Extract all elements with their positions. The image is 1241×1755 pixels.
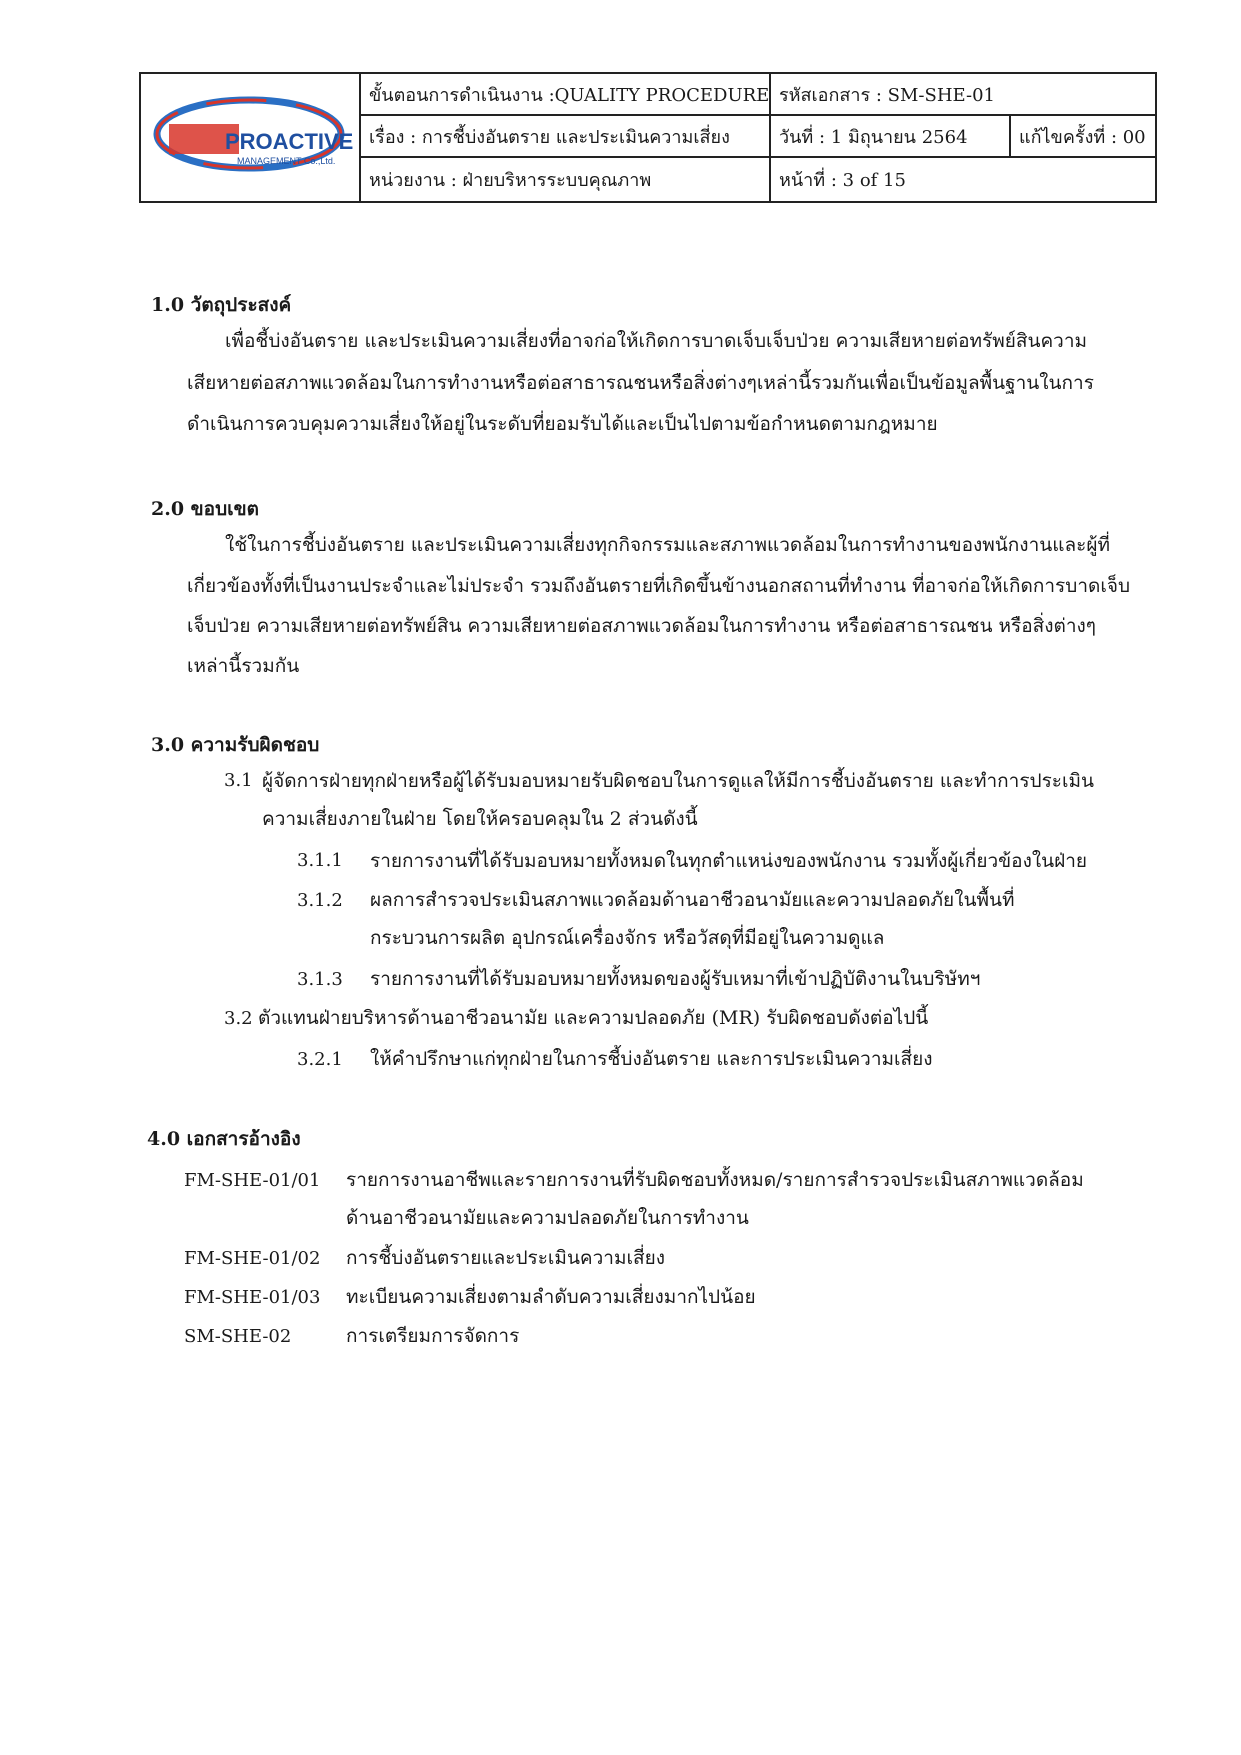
item-number: 3.1 bbox=[224, 770, 253, 791]
subject-label: เรื่อง : การชี้บ่งอันตราย และประเมินความเสี่ยง bbox=[369, 126, 730, 148]
section-2-line: เกี่ยวข้องทั้งที่เป็นงานประจำและไม่ประจำ รวมถึงอันตรายที่เกิดขึ้นข้างนอกสถานที่ทำงาน ที่อาจก่อให้เกิดการบาดเจ็บ bbox=[187, 575, 1131, 597]
item-number: 3.1.1 bbox=[297, 850, 343, 871]
section-2-line: ใช้ในการชี้บ่งอันตราย และประเมินความเสี่ยงทุกกิจกรรมและสภาพแวดล้อมในการทำงานของพนักงานและผู้ที่ bbox=[225, 534, 1110, 556]
reference-description: ทะเบียนความเสี่ยงตามลำดับความเสี่ยงมากไปน้อย bbox=[346, 1286, 756, 1308]
item-3-1-2-line: ผลการสำรวจประเมินสภาพแวดล้อมด้านอาชีวอนามัยและความปลอดภัยในพื้นที่ bbox=[370, 889, 1015, 911]
effective-date: วันที่ : 1 มิถุนายน 2564 bbox=[779, 126, 968, 148]
reference-code: FM-SHE-01/02 bbox=[184, 1248, 321, 1269]
page-number: หน้าที่ : 3 of 15 bbox=[779, 169, 906, 191]
section-4-title: 4.0 เอกสารอ้างอิง bbox=[147, 1128, 301, 1150]
item-3-1-2-line: กระบวนการผลิต อุปกรณ์เครื่องจักร หรือวัสดุที่มีอยู่ในความดูแล bbox=[370, 927, 885, 949]
section-1-line: ดำเนินการควบคุมความเสี่ยงให้อยู่ในระดับที่ยอมรับได้และเป็นไปตามข้อกำหนดตามกฎหมาย bbox=[187, 413, 938, 435]
item-3-1-line: ผู้จัดการฝ่ายทุกฝ่ายหรือผู้ได้รับมอบหมายรับผิดชอบในการดูแลให้มีการชี้บ่งอันตราย และทำการประเมิน bbox=[262, 770, 1095, 792]
section-1-line: เสียหายต่อสภาพแวดล้อมในการทำงานหรือต่อสาธารณชนหรือสิ่งต่างๆเหล่านี้รวมกันเพื่อเป็นข้อมูลพื้นฐานในการ bbox=[187, 372, 1094, 394]
item-number: 3.2 bbox=[224, 1008, 253, 1029]
item-number: 3.1.3 bbox=[297, 969, 343, 990]
reference-code: SM-SHE-02 bbox=[184, 1326, 292, 1347]
company-logo bbox=[141, 74, 359, 201]
reference-description: การชี้บ่งอันตรายและประเมินความเสี่ยง bbox=[346, 1247, 666, 1269]
section-3-title: 3.0 ความรับผิดชอบ bbox=[151, 734, 320, 756]
section-2-line: เจ็บป่วย ความเสียหายต่อทรัพย์สิน ความเสียหายต่อสภาพแวดล้อมในการทำงาน หรือต่อสาธารณชน หรือสิ่งต่างๆ bbox=[187, 615, 1096, 637]
reference-description: ด้านอาชีวอนามัยและความปลอดภัยในการทำงาน bbox=[346, 1207, 749, 1229]
reference-code: FM-SHE-01/01 bbox=[184, 1170, 321, 1191]
item-3-2-1: ให้คำปรึกษาแก่ทุกฝ่ายในการชี้บ่งอันตราย และการประเมินความเสี่ยง bbox=[370, 1048, 933, 1070]
section-1-line: เพื่อชี้บ่งอันตราย และประเมินความเสี่ยงที่อาจก่อให้เกิดการบาดเจ็บเจ็บป่วย ความเสียหายต่อทรัพย์สินความ bbox=[225, 330, 1088, 352]
item-3-1-3: รายการงานที่ได้รับมอบหมายทั้งหมดของผู้รับเหมาที่เข้าปฏิบัติงานในบริษัทฯ bbox=[370, 968, 981, 990]
reference-description: การเตรียมการจัดการ bbox=[346, 1325, 520, 1347]
procedure-label: ขั้นตอนการดำเนินงาน :QUALITY PROCEDURE bbox=[369, 84, 770, 106]
reference-code: FM-SHE-01/03 bbox=[184, 1287, 321, 1308]
document-code: รหัสเอกสาร : SM-SHE-01 bbox=[779, 84, 995, 106]
reference-description: รายการงานอาชีพและรายการงานที่รับผิดชอบทั้งหมด/รายการสำรวจประเมินสภาพแวดล้อม bbox=[346, 1169, 1084, 1191]
section-2-line: เหล่านี้รวมกัน bbox=[187, 655, 300, 677]
svg-text:PROACTIVE: PROACTIVE bbox=[225, 129, 354, 154]
section-2-title: 2.0 ขอบเขต bbox=[151, 498, 259, 520]
section-1-title: 1.0 วัตถุประสงค์ bbox=[151, 294, 292, 316]
item-3-1-1: รายการงานที่ได้รับมอบหมายทั้งหมดในทุกตำแหน่งของพนักงาน รวมทั้งผู้เกี่ยวข้องในฝ่าย bbox=[370, 850, 1088, 872]
revision-number: แก้ไขครั้งที่ : 00 bbox=[1019, 126, 1146, 148]
item-3-1-line: ความเสี่ยงภายในฝ่าย โดยให้ครอบคลุมใน 2 ส่วนดังนี้ bbox=[262, 808, 698, 830]
document-header-table bbox=[139, 72, 1157, 203]
item-3-2: ตัวแทนฝ่ายบริหารด้านอาชีวอนามัย และความปลอดภัย (MR) รับผิดชอบดังต่อไปนี้ bbox=[258, 1007, 929, 1029]
svg-text:MANAGEMENT Co.,Ltd.: MANAGEMENT Co.,Ltd. bbox=[237, 156, 336, 166]
item-number: 3.1.2 bbox=[297, 890, 343, 911]
department-label: หน่วยงาน : ฝ่ายบริหารระบบคุณภาพ bbox=[369, 169, 652, 191]
item-number: 3.2.1 bbox=[297, 1049, 343, 1070]
